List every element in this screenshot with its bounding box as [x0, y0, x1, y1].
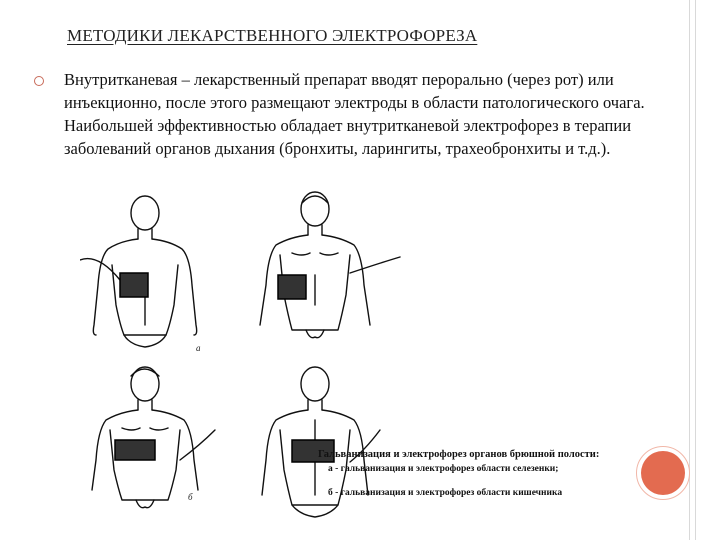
figure-front-bottom [92, 367, 215, 508]
slide-title: МЕТОДИКИ ЛЕКАРСТВЕННОГО ЭЛЕКТРОФОРЕЗА [67, 26, 478, 45]
panel-mark-b: б [188, 492, 193, 502]
bullet-circle-icon [34, 76, 44, 86]
caption-title: Гальванизация и электрофорез органов брюшной полости: [318, 449, 600, 460]
bullet-text: Внутритканевая – лекарственный препарат вводят перорально (через рот) или инъекционно, после этого размещают электроды в области патологического очага. Наибольшей эффективностью обладает внутритканевой электрофорез в терапии заболеваний органов дыхания (бронхиты, ларингиты, трахеобронхиты и т.д.). [64, 70, 645, 158]
electrode-pad-2 [278, 275, 306, 299]
decorative-circle [641, 451, 685, 495]
right-border-decoration [689, 0, 720, 540]
panel-mark-a: а [196, 343, 201, 353]
caption-line-a: а - гальванизация и электрофорез области селезенки; [328, 464, 559, 474]
electrode-pad-1 [120, 273, 148, 297]
figure-back-top [80, 196, 197, 347]
caption-line-b: б - гальванизация и электрофорез области кишечника [328, 488, 563, 498]
figure-front-top [260, 192, 400, 338]
electrode-pad-3 [115, 440, 155, 460]
figure-caption [318, 448, 658, 500]
